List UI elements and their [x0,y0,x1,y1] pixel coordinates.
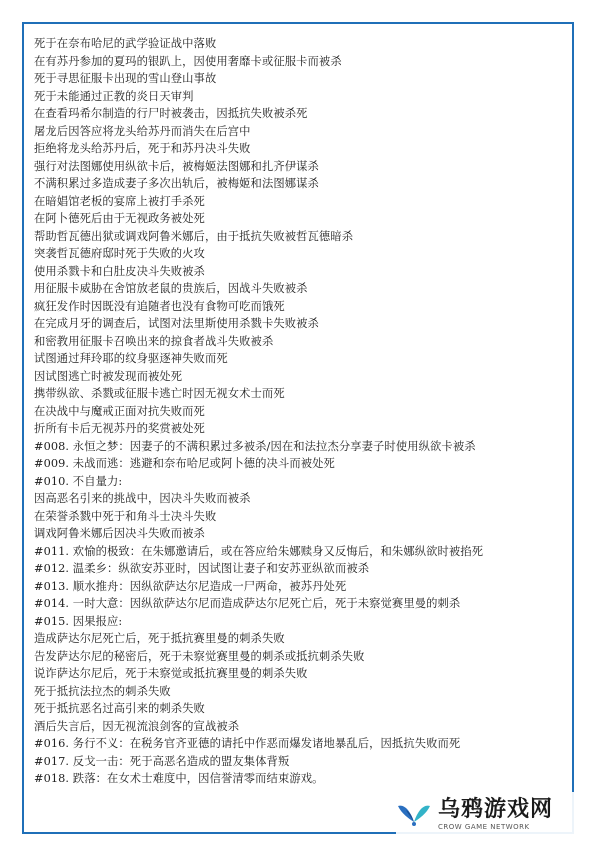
text-line: 拒绝将龙头给苏丹后，死于和苏丹决斗失败 [34,142,251,155]
text-line: #014. 一时大意：因纵欲萨达尔尼而造成萨达尔尼死亡后，死于未察觉赛里曼的刺杀 [34,597,461,610]
text-line: #017. 反戈一击：死于高恶名造成的盟友集体背叛 [34,754,290,768]
text-line: 告发萨达尔尼的秘密后，死于未察觉赛里曼的刺杀或抵抗刺杀失败 [34,649,365,663]
text-line: 因高恶名引来的挑战中，因决斗失败而被杀 [34,492,251,505]
text-line: #011. 欢愉的极致：在朱娜邀请后，或在答应给朱娜赎身又反悔后，和朱娜纵欲时被掐死 [34,544,484,558]
text-line: 死于寻思征服卡出现的雪山登山事故 [34,72,217,85]
text-line: 在阿卜德死后由于无视政务被处死 [34,212,205,225]
text-line: #008. 永恒之梦：因妻子的不满积累过多被杀/因在和法拉杰分享妻子时使用纵欲卡被杀 [34,439,476,453]
text-line: 酒后失言后，因无视流浪剑客的宣战被杀 [34,719,240,733]
text-line: #015. 因果报应: [34,614,123,628]
document-page [22,22,574,834]
text-line: 和密教用征服卡召唤出来的掠食者战斗失败被杀 [34,334,274,348]
text-line: #013. 顺水推舟：因纵欲萨达尔尼造成一尸两命，被苏丹处死 [34,579,347,593]
text-line: 造成萨达尔尼死亡后，死于抵抗赛里曼的刺杀失败 [34,632,285,645]
text-line: 用征服卡威胁在舍馆放老鼠的贵族后，因战斗失败被杀 [34,282,308,295]
text-line: 死于在奈布哈尼的武学验证战中落败 [34,37,217,50]
text-line: 帮助哲瓦德出狱或调戏阿鲁米娜后，由于抵抗失败被哲瓦德暗杀 [34,229,354,243]
text-line: 调戏阿鲁米娜后因决斗失败而被杀 [34,527,205,540]
text-line: 因试图逃亡时被发现而被处死 [34,369,183,383]
text-line: 突袭哲瓦德府邸时死于失败的火攻 [34,247,205,260]
site-watermark [396,792,582,838]
watermark-name-cn: 乌鸦游戏网 [438,797,554,822]
text-line: 折所有卡后无视苏丹的奖赏被处死 [34,422,205,435]
text-line: 疯狂发作时因既没有追随者也没有食物可吃而饿死 [34,299,285,313]
text-line: 死于抵抗恶名过高引来的刺杀失败 [34,702,205,715]
text-lines [34,35,564,788]
text-line: #012. 温柔乡：纵欲安苏亚时，因试图让妻子和安苏亚纵欲而被杀 [34,562,370,575]
text-line: #016. 务行不义：在税务官齐亚德的请托中作恶而爆发诸地暴乱后，因抵抗失败而死 [34,737,461,750]
text-line: 不满积累过多造成妻子多次出轨后，被梅姬和法图娜谋杀 [34,177,319,190]
text-line: 死于未能通过正教的炎日天审判 [34,89,194,103]
text-line: 在暗娼馆老板的宴席上被打手杀死 [34,194,205,208]
text-line: 在决战中与魔戒正面对抗失败而死 [34,404,205,418]
crow-logo-icon [396,800,432,830]
text-line: 在查看玛希尔制造的行尸时被袭击，因抵抗失败被杀死 [34,107,308,120]
text-line: #010. 不自量力: [34,474,123,488]
text-line: 在荣誉杀戮中死于和角斗士决斗失败 [34,509,217,523]
text-line: 死于抵抗法拉杰的刺杀失败 [34,684,171,698]
watermark-text [438,798,553,832]
text-line: 使用杀戮卡和白肚皮决斗失败被杀 [34,264,205,278]
watermark-name-en: CROW GAME NETWORK [438,823,530,831]
text-line: #018. 跌落：在女术士难度中，因信誉清零而结束游戏。 [34,772,324,785]
text-line: 强行对法图娜使用纵欲卡后，被梅姬法图娜和扎齐伊谋杀 [34,159,319,173]
text-line: #009. 未战而逃：逃避和奈布哈尼或阿卜德的决斗而被处死 [34,457,335,470]
text-line: 屠龙后因答应将龙头给苏丹而消失在后宫中 [34,124,251,138]
text-line: 在完成月牙的调查后，试图对法里斯使用杀戮卡失败被杀 [34,317,319,330]
text-line: 携带纵欲、杀戮或征服卡逃亡时因无视女术士而死 [34,387,285,400]
text-line: 在有苏丹参加的夏玛的银趴上，因使用奢靡卡或征服卡而被杀 [34,54,342,68]
text-line: 试图通过拜玲耶的纹身驱逐神失败而死 [34,352,228,365]
text-line: 说诈萨达尔尼后，死于未察觉或抵抗赛里曼的刺杀失败 [34,667,308,680]
